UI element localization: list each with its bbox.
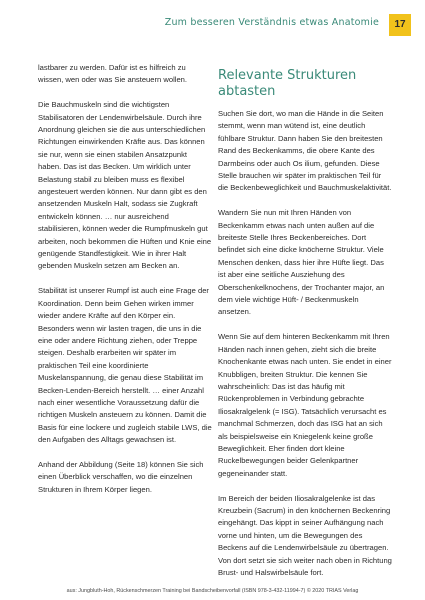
running-head <box>0 14 425 42</box>
copyright-footer: aus: Jungbluth-Hoh, Rückenschmerzen Training bei Bandscheibenvorfall (ISBN 978-3-432-11994-7) © 2020 TRIAS Verlag <box>66 588 359 594</box>
paragraph: Die Bauchmuskeln sind die wichtigsten Stabilisatoren der Lendenwirbelsäule. Durch ihre Anordnung gleichen sie die aus unterschiedlichen Richtungen einwirkenden Kräfte aus. Das können sie nur, wenn sie einen stabilen Ansatzpunkt haben. Das ist das Becken. Um wirklich unter Belastung stabil zu bleiben muss es flexibel angesteuert werden können. Nur dann gibt es den ansetzenden Muskeln Halt, sodass sie Zugkraft entwickeln können. … nur ausreichend stabilisieren, können weder die Rumpfmuskeln gut arbeiten, noch bekommen die Hüften und Knie eine genügende Standfestigkeit. Wie in ihrer Halt gebenden Muskeln setzen am Becken an. <box>38 100 212 271</box>
paragraph: Stabilität ist unserer Rumpf ist auch eine Frage der Koordination. Denn beim Gehen wirken immer wieder andere Kräfte auf den Körper ein. Besonders wenn wir lasten tragen, die uns in die eine oder andere Richtung ziehen, oder Treppe steigen. Deshalb erarbeiten wir später im praktischen Teil eine koordinierte Muskelanspannung, die genau diese Stabilität im Becken-Lenden-Bereich herstellt. … einer Anzahl nach einer wesentliche Voraussetzung dafür die richtigen Muskeln ansteuern zu können. Damit die Basis für eine lockere und zugleich stabile LWS, die den Aufgaben des Alltags gewachsen ist. <box>38 286 212 445</box>
paragraph: Wandern Sie nun mit Ihren Händen von Beckenkamm etwas nach unten außen auf die breiteste Stelle Ihres Beckenbereiches. Dort befindet sich eine dicke knöcherne Struktur. Viele Menschen denken, dass hier ihre Hüfte liegt. Das ist aber eine seitliche Ausziehung des Oberschenkelknochens, der Trochanter major, an dem viele wichtige Hüft- / Beckenmuskeln ansetzen. <box>218 208 385 317</box>
paragraph: Im Bereich der beiden Iliosakralgelenke ist das Kreuzbein (Sacrum) in den knöchernen Beckenring eingehängt. Das kippt in seiner Aufhängung nach vorne und hinten, um die Bewegungen des Beckens auf die Lendenwirbelsäule zu übertragen. Von dort setzt sie sich weiter nach oben in Richtung Brust- und Halswirbelsäule fort. <box>218 493 392 577</box>
right-column <box>218 68 392 579</box>
paragraph: Wenn Sie auf dem hinteren Beckenkamm mit Ihren Händen nach innen gehen, zieht sich die breite Knochenkante etwas nach unten. Sie endet in einer Knubbligen, breiten Struktur. Die kennen Sie wahrscheinlich: Das ist das häufig mit Rückenproblemen in Verbindung gebrachte Iliosakralgelenk (= ISG). Tatsächlich verursacht es manchmal Schmerzen, doch das ISG hat an sich als beispielsweise ein Kniegelenk keine große Beweglichkeit. Eher finden dort kleine Ruckelbewegungen beider Gelenkpartner gegeneinander statt. <box>218 332 392 478</box>
paragraph: Suchen Sie dort, wo man die Hände in die Seiten stemmt, wenn man wütend ist, eine deutlich fühlbare Struktur. Dann haben Sie den breitesten Rand des Beckenkamms, die obere Kante des Darmbeins oder auch Os ilium, gefunden. Diese Stelle brauchen wir später im praktischen Teil für die Beckenbeweglichkeit und Bauchmuskelaktivität. <box>218 109 392 193</box>
section-heading: Relevante Strukturen abtasten <box>218 68 357 99</box>
running-title: Zum besseren Verständnis etwas Anatomie <box>164 17 379 28</box>
left-column <box>38 62 212 496</box>
paragraph: lastbarer zu werden. Dafür ist es hilfreich zu wissen, wen oder was Sie ansteuern wollen. <box>38 63 188 85</box>
page-number: 17 <box>389 14 411 36</box>
paragraph: Anhand der Abbildung (Seite 18) können Sie sich einen Überblick verschaffen, wo die einzelnen Strukturen in Ihrem Körper liegen. <box>38 459 204 494</box>
